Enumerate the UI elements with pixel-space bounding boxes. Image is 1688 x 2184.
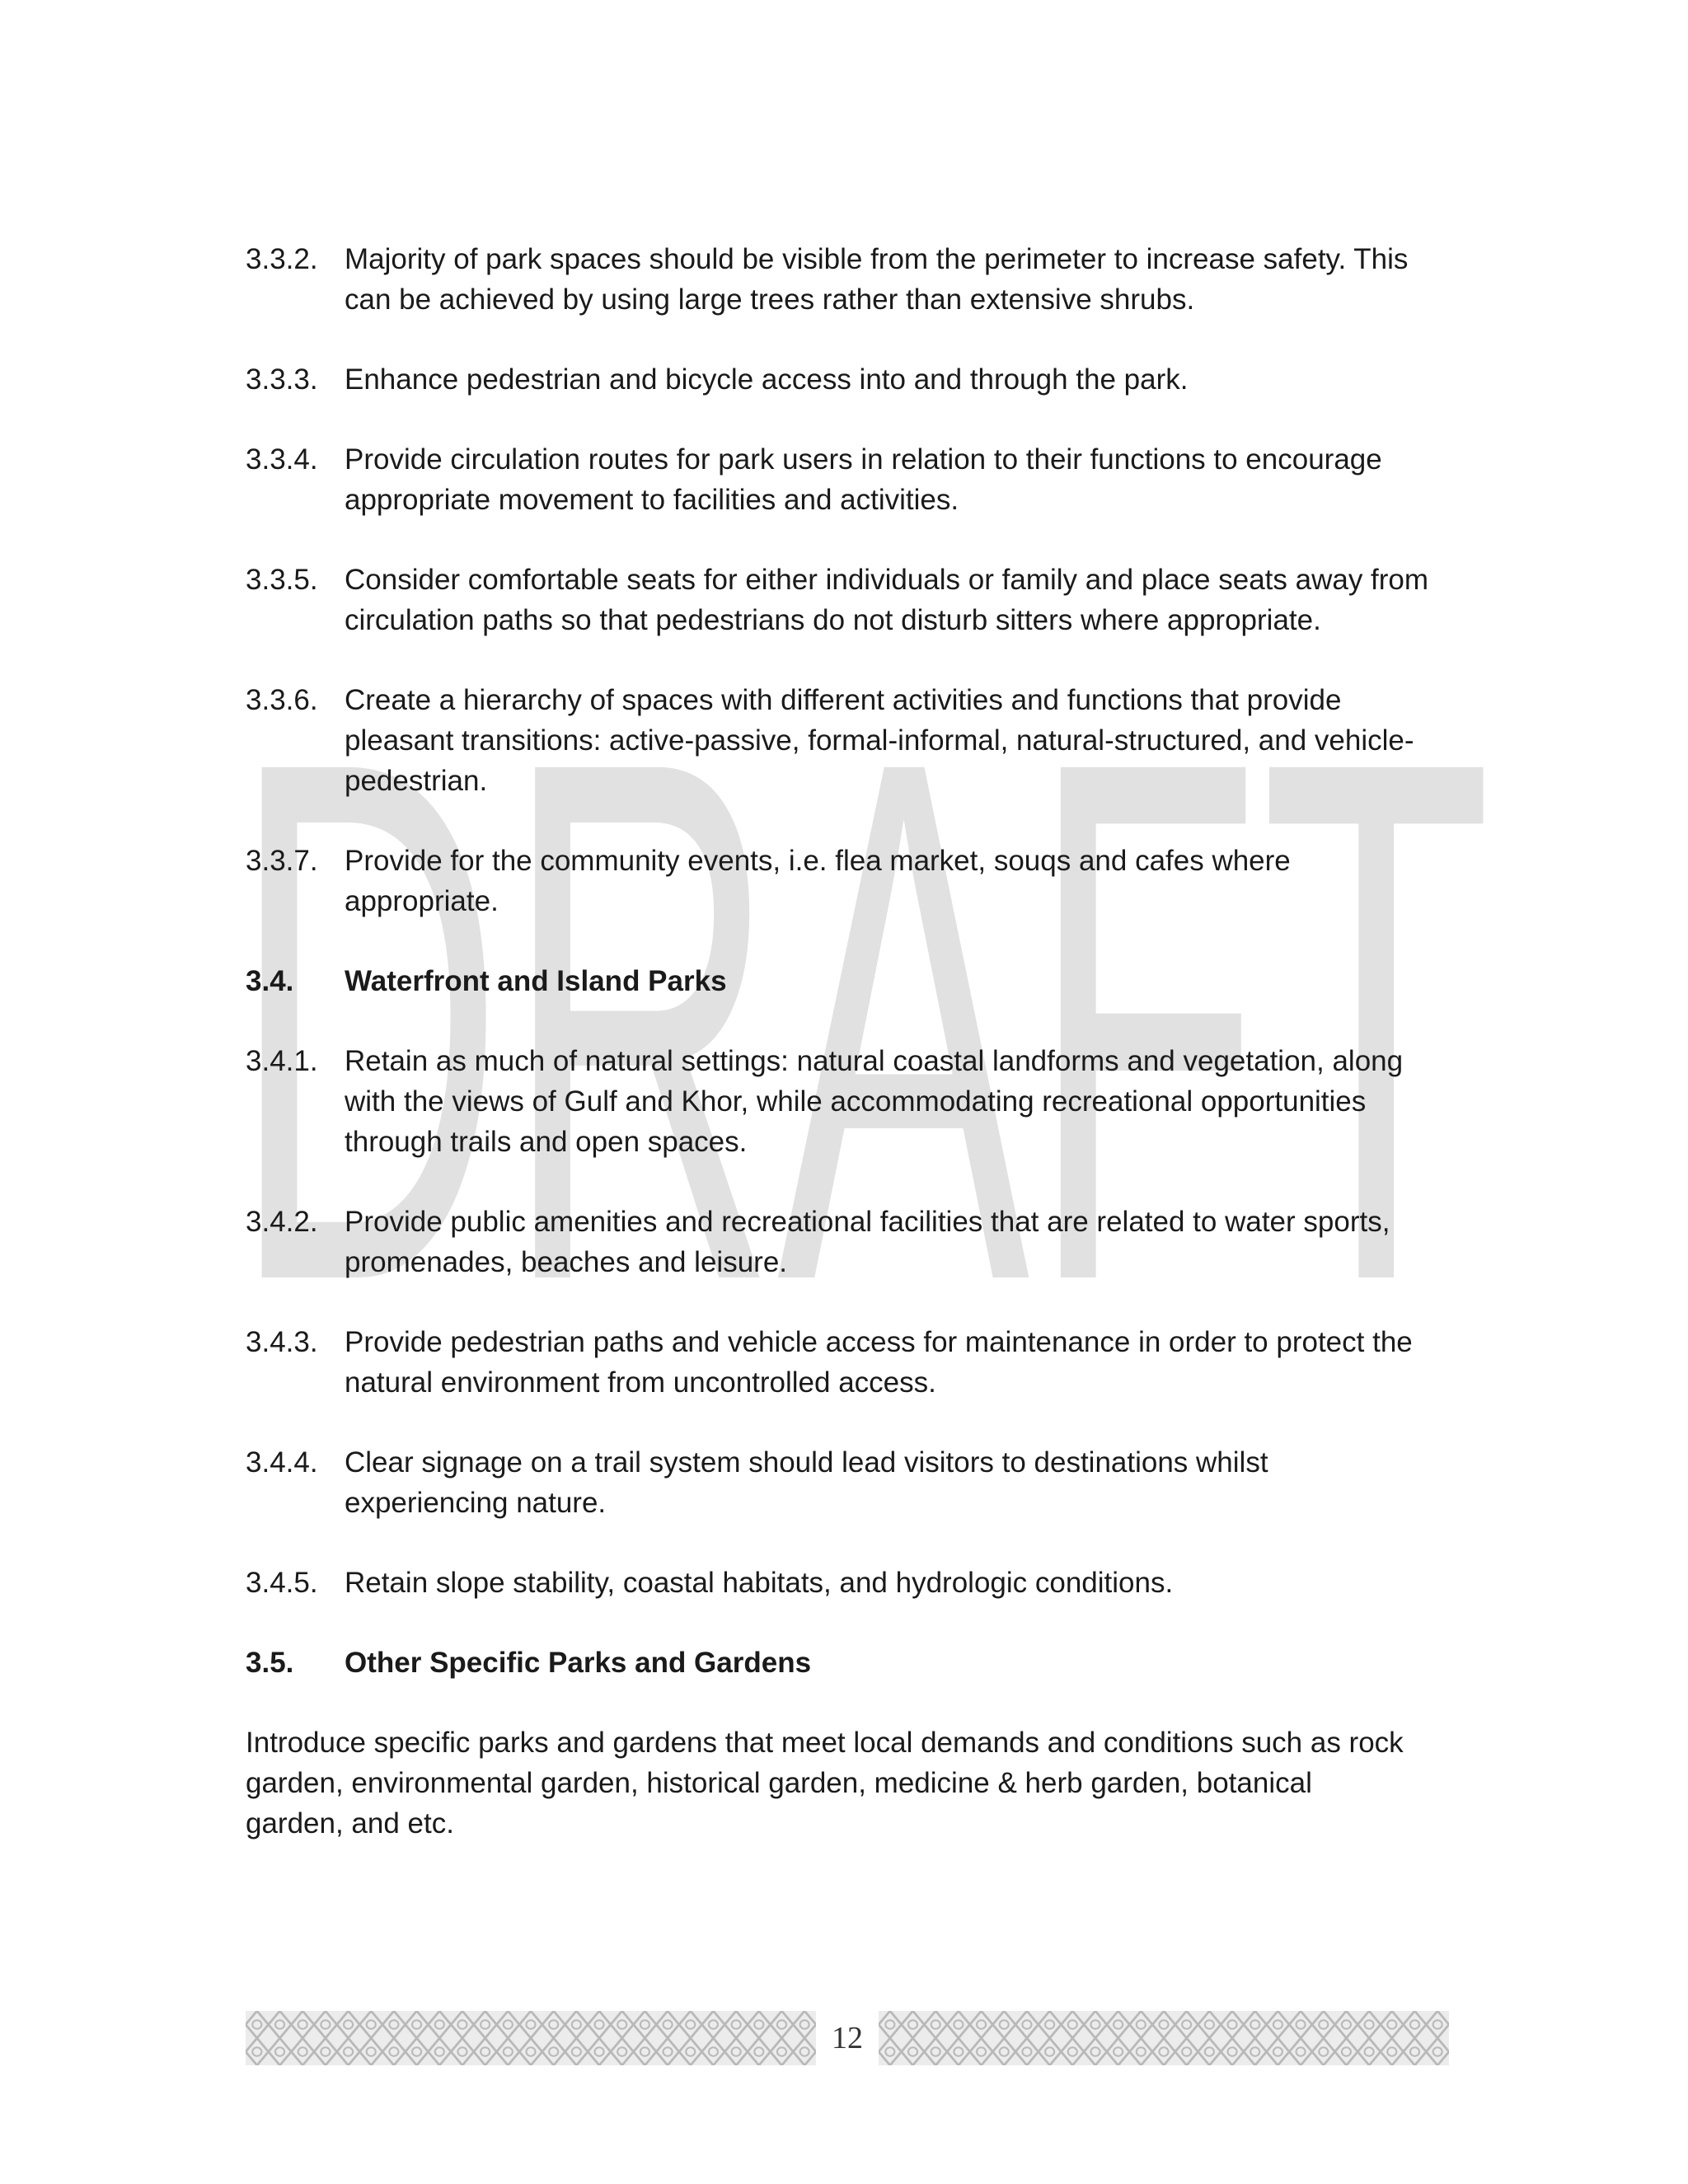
list-item: [246, 1563, 1449, 1603]
section-number: 3.5.: [246, 1647, 294, 1679]
item-number: 3.4.2.: [246, 1206, 318, 1238]
section-heading: [246, 961, 1449, 1001]
list-item: [246, 680, 1449, 801]
list-item: [246, 239, 1449, 320]
item-text: Provide public amenities and recreational facilities that are related to water sports, promenades, beaches and leisure.: [345, 1206, 1390, 1278]
ornament-band-right: [879, 2011, 1449, 2065]
item-number: 3.3.5.: [246, 564, 318, 596]
section-title: Waterfront and Island Parks: [345, 965, 727, 997]
list-item: [246, 560, 1449, 640]
section-heading: [246, 1643, 1449, 1683]
item-number: 3.4.3.: [246, 1326, 318, 1358]
list-item: [246, 1202, 1449, 1282]
item-text: Majority of park spaces should be visible from the perimeter to increase safety. This can be achieved by using large trees rather than extensive shrubs.: [345, 243, 1409, 316]
item-number: 3.4.5.: [246, 1567, 318, 1599]
list-item: [246, 1041, 1449, 1162]
item-number: 3.3.7.: [246, 845, 318, 877]
list-item: [246, 841, 1449, 921]
item-number: 3.3.6.: [246, 684, 318, 716]
item-text: Provide pedestrian paths and vehicle access for maintenance in order to protect the natural environment from uncontrolled access.: [345, 1326, 1413, 1399]
list-item: [246, 1442, 1449, 1523]
item-number: 3.3.3.: [246, 363, 318, 396]
section-title: Other Specific Parks and Gardens: [345, 1647, 812, 1679]
list-item: [246, 359, 1449, 400]
item-text: Retain as much of natural settings: natural coastal landforms and vegetation, along with the views of Gulf and Khor, while accommodating recreational opportunities through trails and open spaces.: [345, 1045, 1404, 1158]
item-number: 3.4.1.: [246, 1045, 318, 1077]
item-text: Clear signage on a trail system should lead visitors to destinations whilst experiencing nature.: [345, 1446, 1268, 1519]
item-text: Enhance pedestrian and bicycle access into and through the park.: [345, 363, 1189, 396]
item-text: Consider comfortable seats for either individuals or family and place seats away from circulation paths so that pedestrians do not disturb sitters where appropriate.: [345, 564, 1429, 636]
page-number: 12: [832, 2021, 863, 2055]
watermark-text: DRAFT: [231, 701, 1492, 1294]
ornament-band-left: [246, 2011, 816, 2065]
document-body: [246, 239, 1449, 1883]
list-item: [246, 1322, 1449, 1403]
closing-paragraph: Introduce specific parks and gardens that meet local demands and conditions such as rock garden, environmental garden, historical garden, medicine & herb garden, botanical garden, and etc.: [246, 1727, 1404, 1840]
list-item: [246, 439, 1449, 520]
item-text: Retain slope stability, coastal habitats, and hydrologic conditions.: [345, 1567, 1174, 1599]
item-number: 3.3.4.: [246, 443, 318, 476]
item-number: 3.4.4.: [246, 1446, 318, 1479]
item-number: 3.3.2.: [246, 243, 318, 275]
page-footer: [246, 2009, 1449, 2067]
item-text: Create a hierarchy of spaces with different activities and functions that provide pleasant transitions: active-passive, formal-informal, natural-structured, and vehicle-pedestrian.: [345, 684, 1414, 797]
item-text: Provide circulation routes for park users in relation to their functions to encourage appropriate movement to facilities and activities.: [345, 443, 1382, 516]
section-number: 3.4.: [246, 965, 294, 997]
item-text: Provide for the community events, i.e. flea market, souqs and cafes where appropriate.: [345, 845, 1291, 917]
